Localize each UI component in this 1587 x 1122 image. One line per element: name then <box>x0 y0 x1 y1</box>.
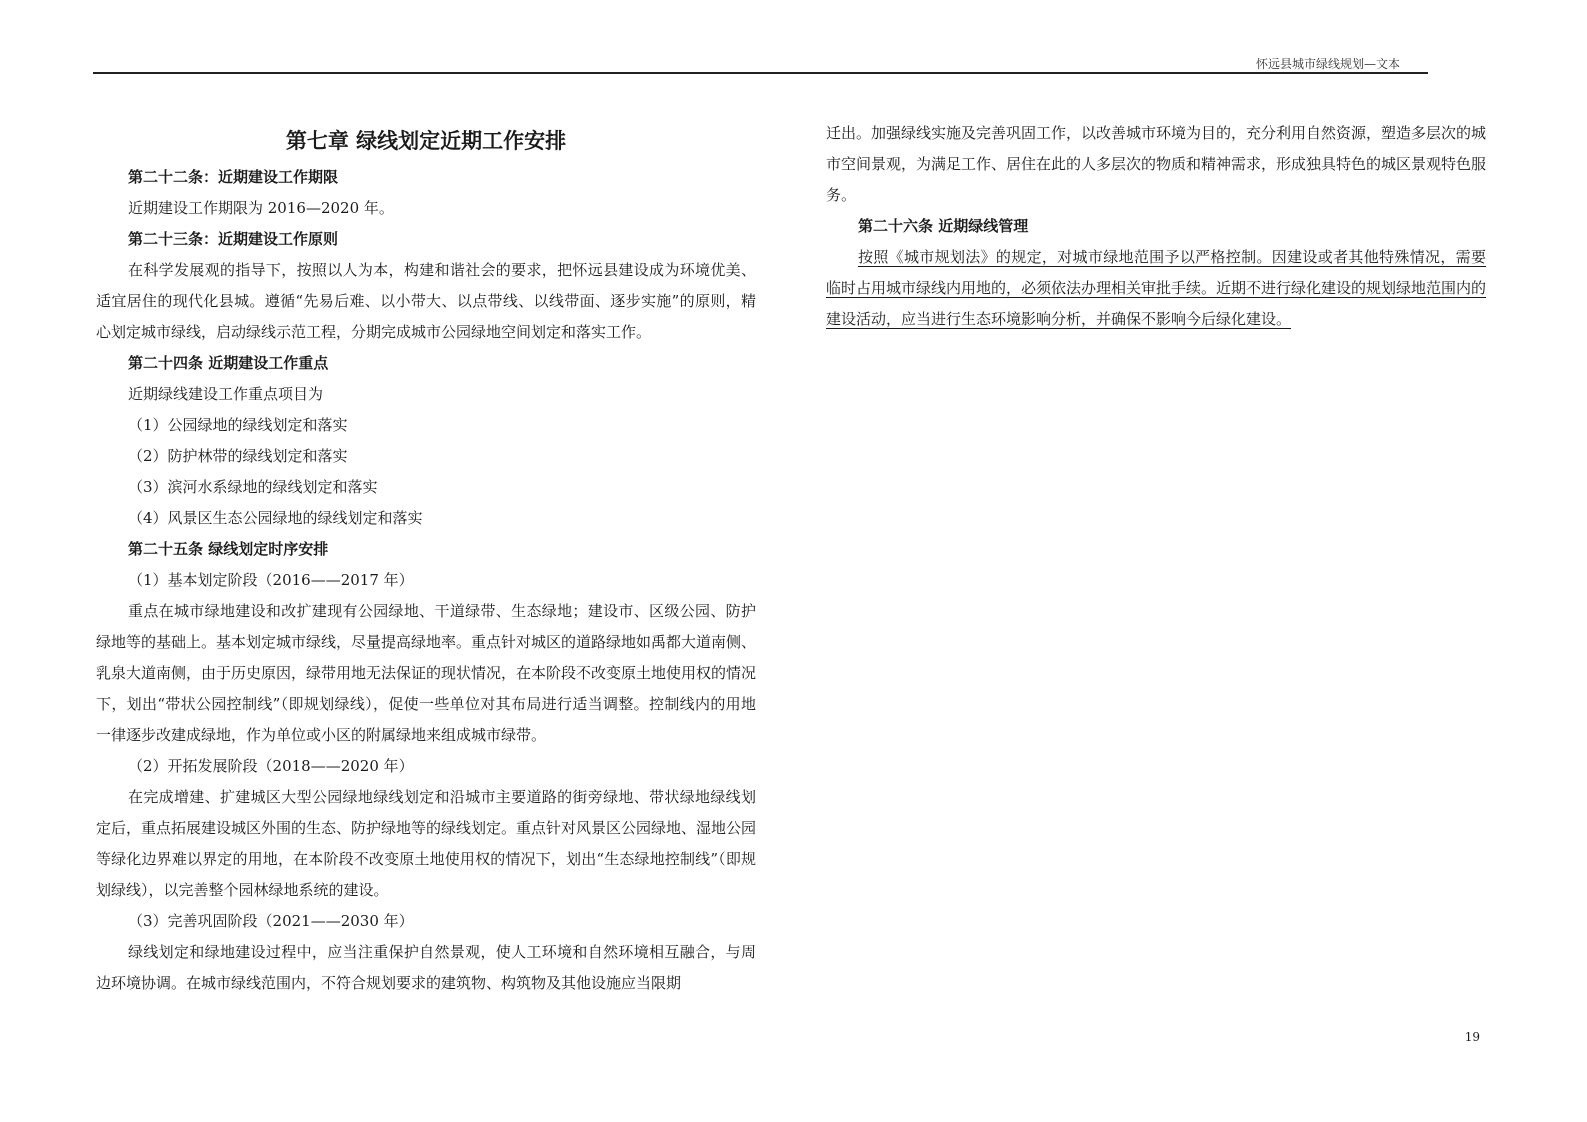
phase-3-text: 绿线划定和绿地建设过程中，应当注重保护自然景观，使人工环境和自然环境相互融合，与周边环境协调。在城市绿线范围内，不符合规划要求的建筑物、构筑物及其他设施应当限期 <box>96 943 756 992</box>
chapter-title: 第七章 绿线划定近期工作安排 <box>285 128 567 153</box>
list-item: （4）风景区生态公园绿地的绿线划定和落实 <box>128 509 423 527</box>
article-24-intro: 近期绿线建设工作重点项目为 <box>128 385 324 403</box>
article-26-text: 按照《城市规划法》的规定，对城市绿地范围予以严格控制。因建设或者其他特殊情况，需要临时占用城市绿线内用地的，必须依法办理相关审批手续。近期不进行绿化建设的规划绿地范围内的建设活动，应当进行生态环境影响分析，并确保不影响今后绿化建设。 <box>826 248 1487 328</box>
document-header-title: 怀远县城市绿线规划—文本 <box>1255 57 1400 71</box>
page-number: 19 <box>1464 1030 1480 1044</box>
phase-2-title: （2）开拓发展阶段（2018——2020 年） <box>128 757 414 775</box>
left-column <box>96 118 756 999</box>
article-22-heading: 第二十二条：近期建设工作期限 <box>128 168 339 186</box>
article-22-text: 近期建设工作期限为 2016—2020 年。 <box>128 199 394 217</box>
article-24-heading: 第二十四条 近期建设工作重点 <box>128 354 329 372</box>
list-item: （3）滨河水系绿地的绿线划定和落实 <box>128 478 378 496</box>
list-item: （2）防护林带的绿线划定和落实 <box>128 447 348 465</box>
phase-3-title: （3）完善巩固阶段（2021——2030 年） <box>128 912 414 930</box>
list-item: （1）公园绿地的绿线划定和落实 <box>128 416 348 434</box>
article-25-heading: 第二十五条 绿线划定时序安排 <box>128 540 329 558</box>
phase-1-text: 重点在城市绿地建设和改扩建现有公园绿地、干道绿带、生态绿地；建设市、区级公园、防护绿地等的基础上。基本划定城市绿线，尽量提高绿地率。重点针对城区的道路绿地如禹都大道南侧、乳泉大道南侧，由于历史原因，绿带用地无法保证的现状情况，在本阶段不改变原土地使用权的情况下，划出“带状公园控制线”（即规划绿线），促使一些单位对其布局进行适当调整。控制线内的用地一律逐步改建成绿地，作为单位或小区的附属绿地来组成城市绿带。 <box>96 602 757 744</box>
header-divider <box>93 72 1428 74</box>
article-26-heading: 第二十六条 近期绿线管理 <box>858 217 1029 235</box>
article-23-heading: 第二十三条：近期建设工作原则 <box>128 230 339 248</box>
continued-text: 迁出。加强绿线实施及完善巩固工作，以改善城市环境为目的，充分利用自然资源，塑造多层次的城市空间景观，为满足工作、居住在此的人多层次的物质和精神需求，形成独具特色的城区景观特色服务。 <box>826 124 1487 204</box>
right-column <box>826 118 1486 335</box>
phase-1-title: （1）基本划定阶段（2016——2017 年） <box>128 571 414 589</box>
phase-2-text: 在完成增建、扩建城区大型公园绿地绿线划定和沿城市主要道路的街旁绿地、带状绿地绿线划定后，重点拓展建设城区外围的生态、防护绿地等的绿线划定。重点针对风景区公园绿地、湿地公园等绿化边界难以界定的用地，在本阶段不改变原土地使用权的情况下，划出“生态绿地控制线”（即规划绿线），以完善整个园林绿地系统的建设。 <box>96 788 757 899</box>
article-23-text: 在科学发展观的指导下，按照以人为本，构建和谐社会的要求，把怀远县建设成为环境优美、适宜居住的现代化县城。遵循“先易后难、以小带大、以点带线、以线带面、逐步实施”的原则，精心划定城市绿线，启动绿线示范工程，分期完成城市公园绿地空间划定和落实工作。 <box>96 261 756 341</box>
